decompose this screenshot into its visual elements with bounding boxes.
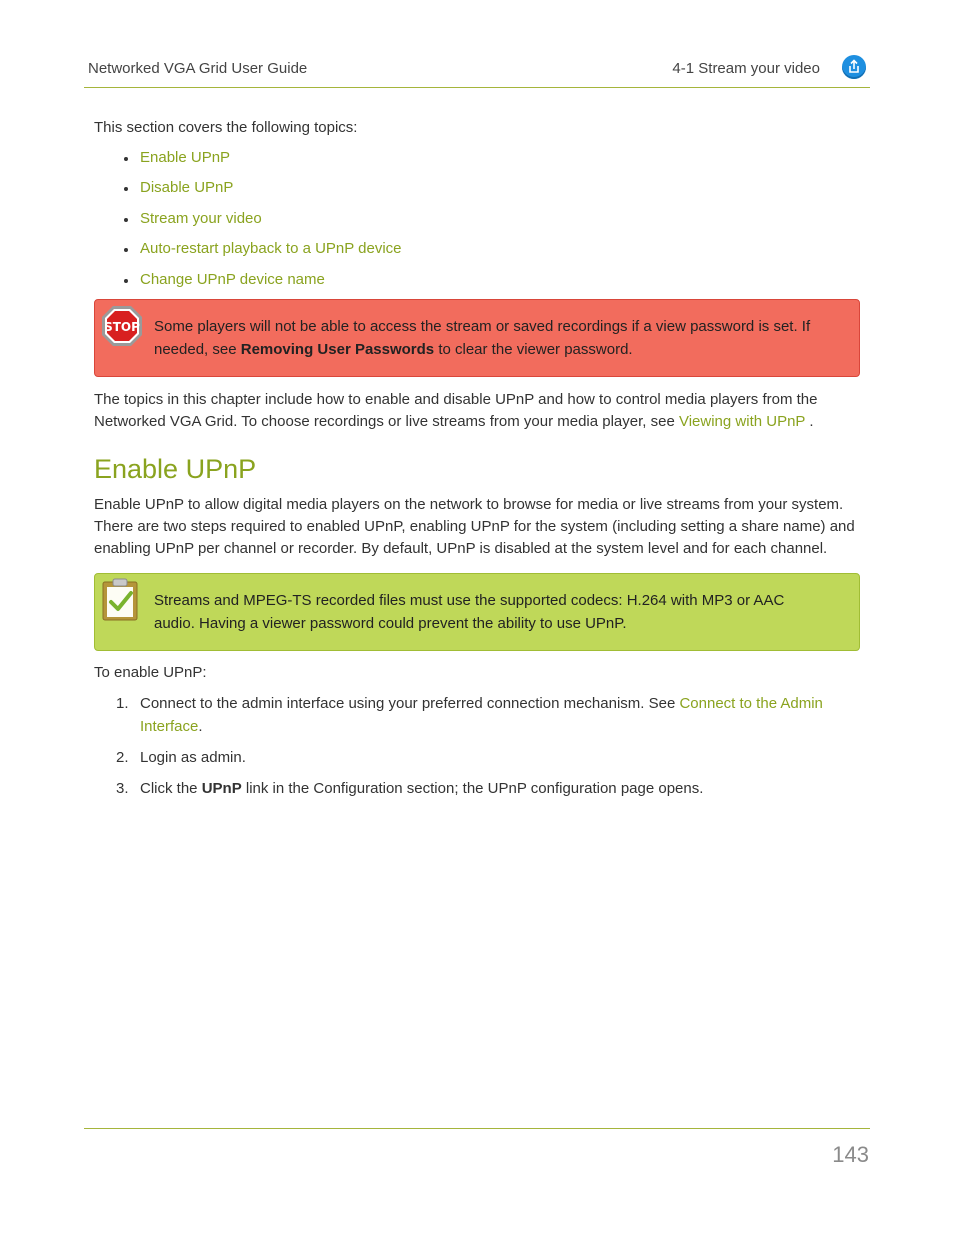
step-text: Login as admin. bbox=[140, 748, 246, 766]
topic-link-disable-upnp[interactable]: Disable UPnP bbox=[140, 179, 234, 197]
intro-text: This section covers the following topics: bbox=[94, 119, 358, 136]
step-text: Connect to the admin interface using your preferred connection mechanism. See bbox=[140, 694, 680, 712]
to-enable-label: To enable UPnP: bbox=[94, 663, 207, 681]
clipboard-check-icon bbox=[100, 578, 140, 622]
step-number: 3. bbox=[116, 779, 129, 797]
note-text: Streams and MPEG-TS recorded files must use the supported codecs: H.264 with MP3 or AAC audio. Having a viewer password could prevent the ability to use UPnP. bbox=[154, 591, 785, 632]
stop-warning-text bbox=[154, 315, 829, 361]
list-item bbox=[94, 269, 860, 291]
stop-text-bold: Removing User Passwords bbox=[240, 340, 435, 358]
step-item bbox=[94, 746, 860, 769]
step-item bbox=[94, 777, 860, 800]
overview-paragraph bbox=[94, 389, 860, 433]
topic-link-auto-restart[interactable]: Auto-restart playback to a UPnP device bbox=[140, 240, 402, 258]
viewing-with-upnp-link[interactable]: Viewing with UPnP bbox=[678, 412, 806, 430]
step-tail: link in the Configuration section; the UPnP configuration page opens. bbox=[241, 779, 704, 797]
topic-link-enable-upnp[interactable]: Enable UPnP bbox=[140, 149, 231, 166]
stop-warning-box bbox=[94, 299, 860, 377]
document-title: Networked VGA Grid User Guide bbox=[88, 60, 308, 77]
step-item bbox=[94, 692, 860, 738]
list-item bbox=[94, 208, 860, 230]
topic-link-stream-video[interactable]: Stream your video bbox=[140, 209, 262, 227]
topics-list bbox=[94, 147, 860, 291]
steps-list bbox=[94, 692, 860, 800]
page-content bbox=[94, 117, 860, 808]
page-number: 143 bbox=[832, 1142, 869, 1167]
list-item bbox=[94, 238, 860, 260]
share-icon[interactable] bbox=[842, 55, 866, 79]
list-item bbox=[94, 177, 860, 199]
overview-tail: . bbox=[805, 412, 814, 430]
step-text: Click the bbox=[140, 779, 202, 797]
footer-divider bbox=[84, 1128, 870, 1129]
svg-text:STOP: STOP bbox=[104, 319, 140, 334]
step-tail: . bbox=[198, 717, 203, 735]
stop-text-before: Some players will not be able to access the stream or saved recordings if a view password is set. If needed, see bbox=[154, 317, 811, 358]
connect-admin-link[interactable]: Connect to the Admin Interface bbox=[140, 694, 823, 735]
step-bold: UPnP bbox=[201, 779, 242, 797]
topic-link-change-name[interactable]: Change UPnP device name bbox=[140, 270, 325, 288]
step-number: 1. bbox=[116, 694, 129, 712]
section-title: 4-1 Stream your video bbox=[672, 60, 820, 77]
step-number: 2. bbox=[116, 748, 129, 766]
stop-sign-icon bbox=[100, 304, 144, 348]
stop-text-after: to clear the viewer password. bbox=[434, 340, 633, 358]
overview-text: The topics in this chapter include how to enable and disable UPnP and how to control media players from the Networked VGA Grid. To choose recordings or live streams from your media player, see bbox=[94, 390, 818, 430]
header-divider bbox=[84, 87, 870, 88]
list-item bbox=[94, 147, 860, 169]
enable-intro-paragraph: Enable UPnP to allow digital media players on the network to browse for media or live streams from your system. There are two steps required to enabled UPnP, enabling UPnP for the system (including setting a share name) and enabling UPnP per channel or recorder. By default, UPnP is disabled at the system level and for each channel. bbox=[94, 495, 855, 557]
section-heading: Enable UPnP bbox=[94, 453, 257, 484]
note-box bbox=[94, 573, 860, 651]
